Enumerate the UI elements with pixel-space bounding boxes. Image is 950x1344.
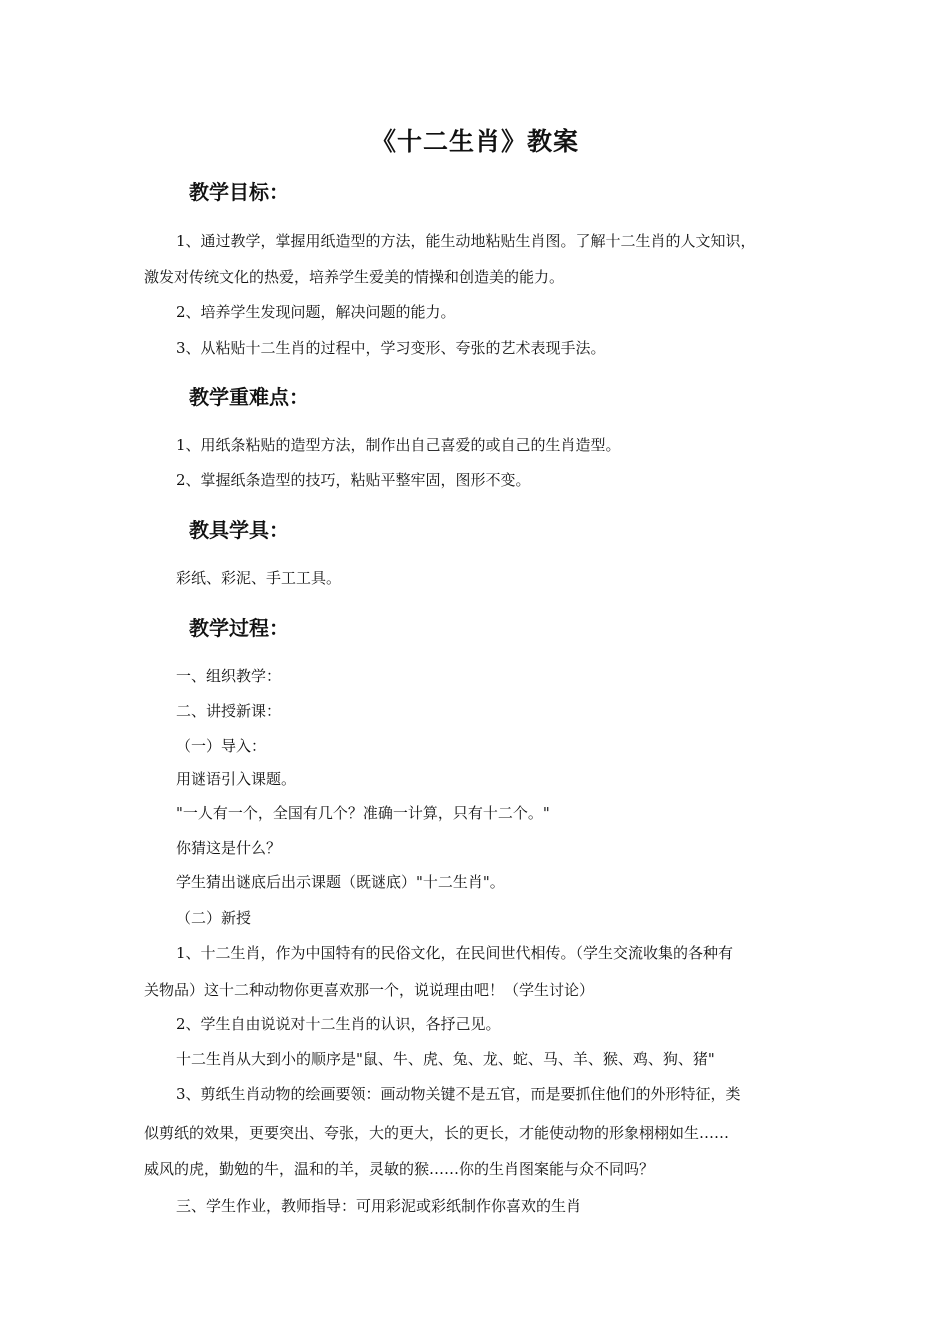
process-line-5: "一人有一个，全国有几个？准确一计算，只有十二个。" (176, 804, 550, 822)
process-line-6: 你猜这是什么？ (176, 839, 282, 857)
process-line-2: 二、讲授新课： (176, 702, 282, 720)
objectives-line-1: 1、通过教学，掌握用纸造型的方法，能生动地粘贴生肖图。了解十二生肖的人文知识， (176, 232, 756, 250)
key-points-line-1: 1、用纸条粘贴的造型方法，制作出自己喜爱的或自己的生肖造型。 (176, 436, 621, 454)
process-line-15: 威风的虎，勤勉的牛，温和的羊，灵敏的猴……你的生肖图案能与众不同吗？ (144, 1160, 655, 1178)
document-title: 《十二生肖》教案 (370, 127, 579, 156)
process-line-14: 似剪纸的效果，更要突出、夸张，大的更大，长的更长，才能使动物的形象栩栩如生…… (144, 1124, 730, 1142)
objectives-line-4: 3、从粘贴十二生肖的过程中，学习变形、夸张的艺术表现手法。 (176, 339, 606, 357)
section-heading-objectives: 教学目标： (189, 180, 289, 204)
process-line-16: 三、学生作业，教师指导：可用彩泥或彩纸制作你喜欢的生肖 (176, 1197, 582, 1215)
process-line-8: （二）新授 (176, 909, 252, 927)
objectives-line-3: 2、培养学生发现问题，解决问题的能力。 (176, 303, 456, 321)
process-line-4: 用谜语引入课题。 (176, 770, 297, 788)
section-heading-key-points: 教学重难点： (189, 385, 309, 409)
process-line-3: （一）导入： (176, 737, 267, 755)
materials-line-1: 彩纸、彩泥、手工工具。 (176, 569, 342, 587)
process-line-13: 3、剪纸生肖动物的绘画要领：画动物关键不是五官，而是要抓住他们的外形特征，类 (176, 1085, 741, 1103)
process-line-1: 一、组织教学： (176, 667, 282, 685)
section-heading-materials: 教具学具： (189, 518, 289, 542)
objectives-line-2: 激发对传统文化的热爱，培养学生爱美的情操和创造美的能力。 (144, 268, 565, 286)
process-line-9: 1、十二生肖，作为中国特有的民俗文化，在民间世代相传。（学生交流收集的各种有 (176, 944, 734, 962)
process-line-11: 2、学生自由说说对十二生肖的认识，各抒己见。 (176, 1015, 501, 1033)
key-points-line-2: 2、掌握纸条造型的技巧，粘贴平整牢固，图形不变。 (176, 471, 531, 489)
process-line-10: 关物品）这十二种动物你更喜欢那一个，说说理由吧！（学生讨论） (144, 981, 595, 999)
process-line-7: 学生猜出谜底后出示课题（既谜底）"十二生肖"。 (176, 873, 505, 891)
section-heading-process: 教学过程： (189, 616, 289, 640)
process-line-12: 十二生肖从大到小的顺序是"鼠、牛、虎、兔、龙、蛇、马、羊、猴、鸡、狗、猪" (176, 1050, 715, 1068)
